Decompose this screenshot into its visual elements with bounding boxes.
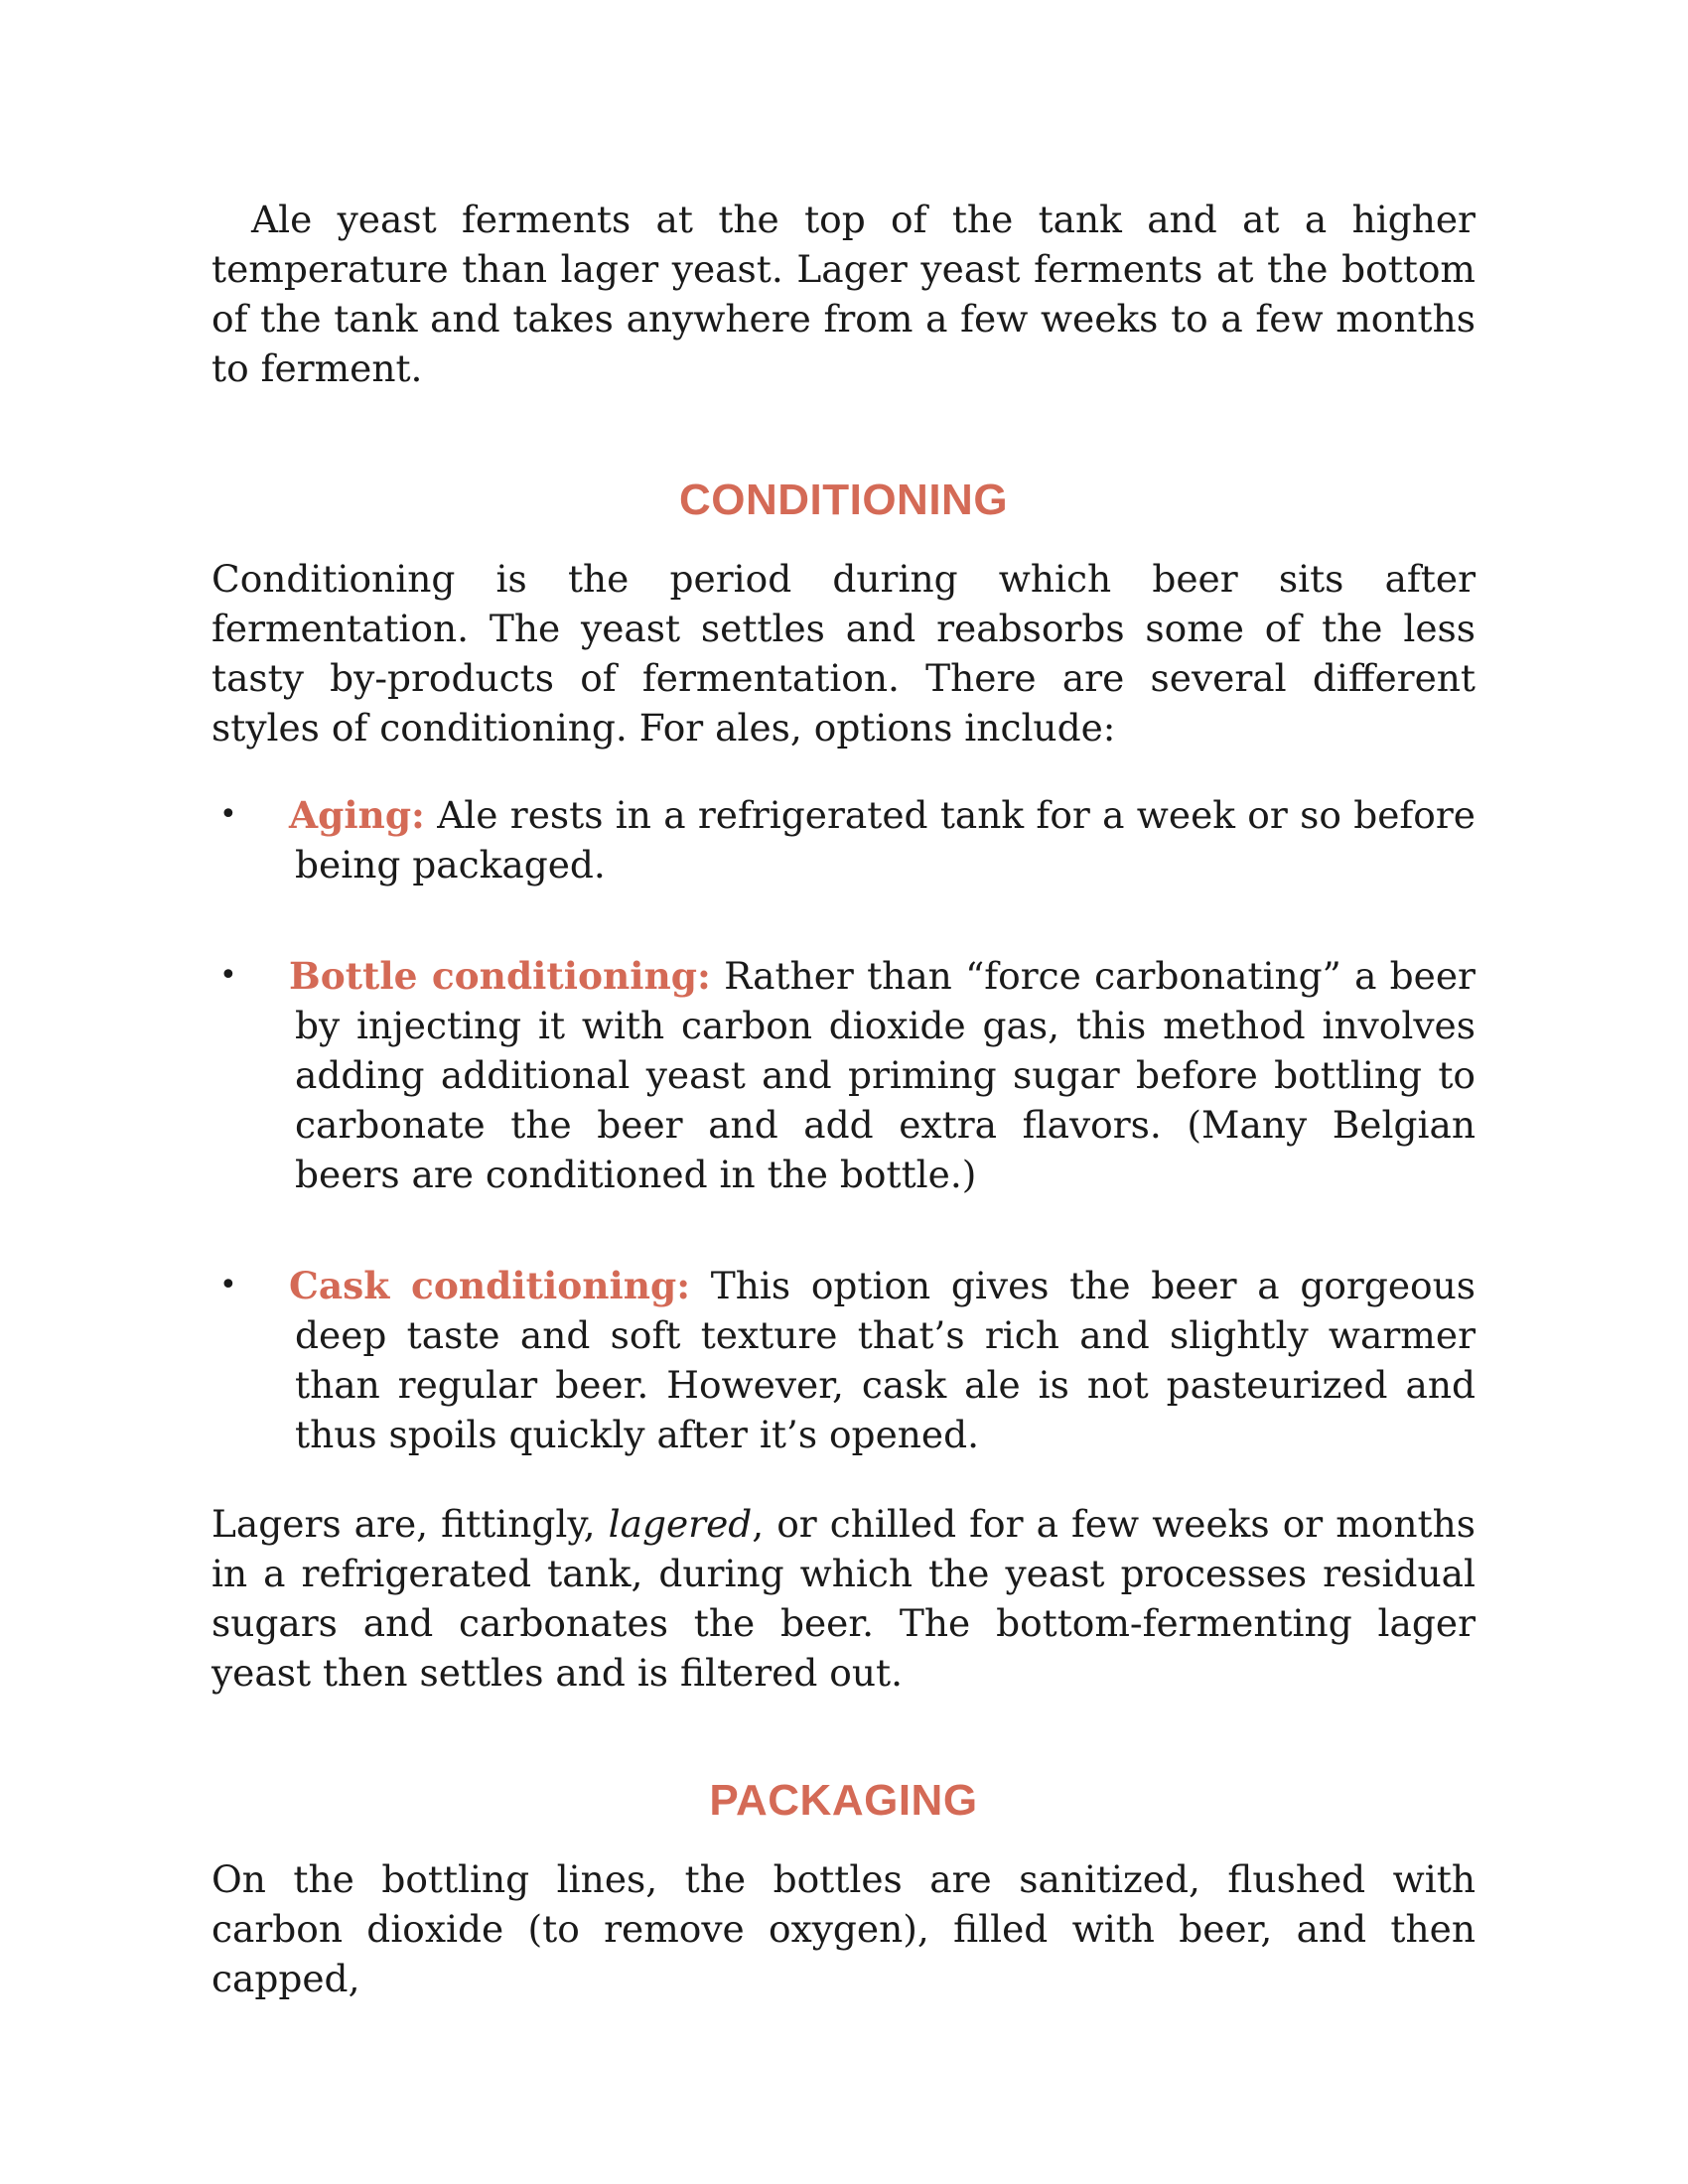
description-cask-conditioning: This option gives the beer a gorgeous deep taste and soft texture that’s rich and slightly warmer than regular beer. However, cask ale is not pasteurized and thus spoils quickly after it’s opened. — [295, 1264, 1476, 1456]
description-aging: Ale rests in a refrigerated tank for a week or so before being packaged. — [295, 793, 1476, 887]
list-item-aging — [211, 790, 1476, 889]
lager-italic-word: lagered — [608, 1502, 753, 1546]
list-item-cask-conditioning — [211, 1261, 1476, 1459]
term-cask-conditioning: Cask conditioning: — [289, 1264, 691, 1307]
conditioning-paragraph: Conditioning is the period during which beer sits after fermentation. The yeast settles and reabsorbs some of the less tasty by-products of fermentation. There are several different styles of conditioning. For ales, options include: — [211, 557, 1476, 750]
bullet-icon: • — [219, 958, 237, 993]
term-bottle-conditioning: Bottle conditioning: — [289, 954, 711, 998]
conditioning-options-list — [211, 790, 1476, 1459]
term-aging: Aging: — [289, 793, 425, 837]
lager-text-end: , or chilled for a few weeks or months in a refrigerated tank, during which the yeast processes residual sugars and carbonates the beer. The bottom-fermenting lager yeast then settles and is filtered out. — [211, 1502, 1476, 1695]
intro-paragraph: Ale yeast ferments at the top of the tank and at a higher temperature than lager yeast. Lager yeast ferments at the bottom of the tank and takes anywhere from a few weeks to a few months to ferment. — [211, 198, 1476, 390]
bullet-icon: • — [219, 1268, 237, 1302]
lager-text-start: Lagers are, fittingly, — [211, 1502, 609, 1546]
conditioning-heading: CONDITIONING — [678, 476, 1009, 524]
bullet-icon: • — [219, 797, 237, 832]
list-item-bottle-conditioning — [211, 951, 1476, 1199]
document-page — [211, 195, 1476, 2003]
packaging-paragraph: On the bottling lines, the bottles are sanitized, flushed with carbon dioxide (to remove oxygen), filled with beer, and then capped, — [211, 1857, 1476, 2000]
lager-paragraph — [211, 1499, 1476, 1698]
packaging-heading: PACKAGING — [709, 1776, 978, 1825]
description-bottle-conditioning: Rather than “force carbonating” a beer by injecting it with carbon dioxide gas, this method involves adding additional yeast and priming sugar before bottling to carbonate the beer and add extra flavors. (Many Belgian beers are conditioned in the bottle.) — [295, 954, 1476, 1196]
